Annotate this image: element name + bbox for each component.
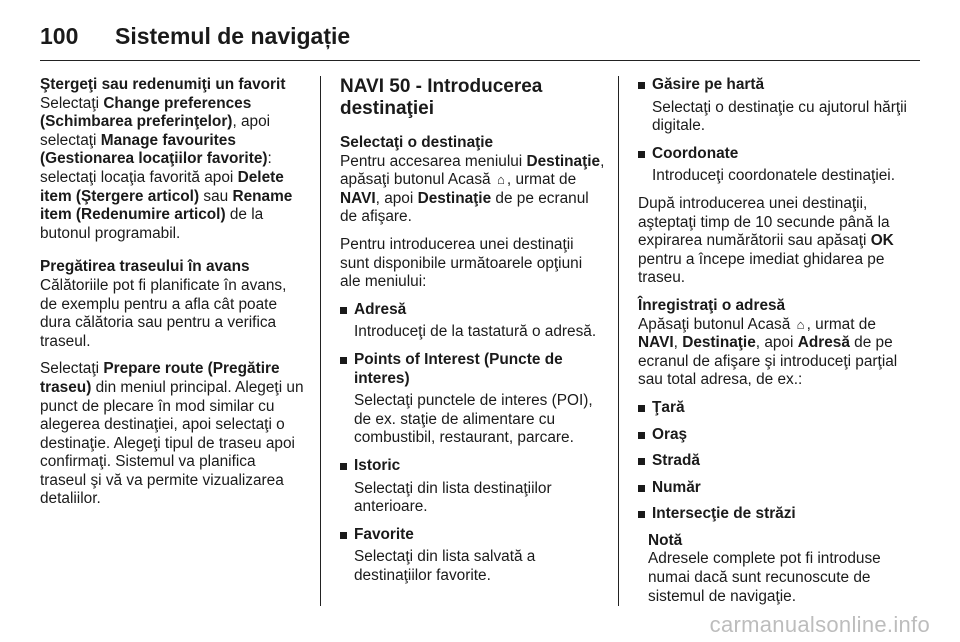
list-item: Ţară [638, 399, 908, 418]
note-text: Adresele complete pot fi introduse numai dacă sunt recunoscute de sistemul de navigaţie. [648, 550, 881, 605]
bullet-square-icon [638, 485, 645, 492]
paragraph-save-address: Apăsaţi butonul Acasă ⌂ , urmat de NAVI, Destinaţie, apoi Adresă de pe ecranul de afişare şi introduceţi parţial sau total adresa, de ex.: [638, 315, 898, 389]
page-number: 100 [40, 22, 79, 49]
list-item: Stradă [638, 452, 908, 471]
section-heading-prepare: Pregătirea traseului în avans [40, 258, 250, 276]
list-item: Găsire pe hartă [638, 76, 908, 95]
note-title: Notă [648, 531, 683, 549]
column-1 [40, 76, 304, 518]
page-title: Sistemul de navigație [115, 22, 351, 49]
header-divider [40, 60, 920, 61]
list-item-desc: Selectaţi punctele de interes (POI), de ex. staţie de alimentare cu combustibil, restaurant, parcare. [354, 392, 593, 447]
home-icon: ⌂ [496, 172, 505, 188]
column-divider-2 [618, 76, 619, 606]
paragraph-destination-menu: Pentru accesarea meniului Destinaţie, apăsaţi butonul Acasă ⌂ , urmat de NAVI, apoi Destinaţie de pe ecranul de afişare. [340, 152, 605, 226]
list-item-desc: Selectaţi din lista salvată a destinaţiilor favorite. [354, 548, 536, 584]
paragraph-rename: Selectaţi Change preferences (Schimbarea preferinţelor), apoi selectaţi Manage favourites (Gestionarea locaţiilor favorite): selectaţi locaţia favorită apoi Delete item (Ştergere articol) sau Rename item (Redenumire articol) de la butonul programabil. [40, 94, 293, 242]
paragraph-prepare-steps: Selectaţi Prepare route (Pregătire traseu) din meniul principal. Alegeţi un punct de plecare în mod similar cu alegerea destinaţiei, apoi selectaţi o destinaţie. Alegeţi tipul de traseu apoi confirmaţi. Sistemul va planifica traseul şi vă va permite vizualizarea detaliilor. [40, 360, 304, 508]
column-3 [638, 76, 908, 606]
bullet-square-icon [638, 151, 645, 158]
bullet-square-icon [638, 458, 645, 465]
list-item: Istoric [340, 457, 606, 476]
list-item: Adresă [340, 301, 606, 320]
bullet-square-icon [340, 532, 347, 539]
section-heading-rename: Ştergeţi sau redenumiţi un favorit [40, 76, 286, 93]
list-item: Points of Interest (Puncte de interes) [340, 351, 606, 388]
bullet-square-icon [638, 405, 645, 412]
list-item-desc: Introduceţi de la tastatură o adresă. [354, 323, 597, 341]
paragraph-options-intro: Pentru introducerea unei destinaţii sunt disponibile următoarele opţiuni ale meniului: [340, 235, 583, 291]
column-2 [340, 76, 606, 594]
column-divider-1 [320, 76, 321, 606]
watermark: carmanualsonline.info [709, 612, 930, 637]
list-item-desc: Selectaţi o destinaţie cu ajutorul hărţii digitale. [652, 98, 907, 135]
list-item: Coordonate [638, 145, 908, 164]
list-item: Număr [638, 479, 908, 498]
home-icon: ⌂ [796, 316, 805, 332]
bullet-square-icon [638, 82, 645, 89]
paragraph-prepare-intro: Călătoriile pot fi planificate în avans, de exemplu pentru a afla cât poate dura călătoria sau pentru a verifica traseul. [40, 276, 287, 350]
bullet-square-icon [638, 511, 645, 518]
subheading-save-address: Înregistraţi o adresă [638, 296, 786, 314]
bullet-square-icon [638, 432, 645, 439]
bullet-square-icon [340, 463, 347, 470]
section-heading-navi50: NAVI 50 - Introducerea destinaţiei [340, 76, 543, 119]
page-header [40, 16, 350, 56]
bullet-square-icon [340, 357, 347, 364]
paragraph-countdown: După introducerea unei destinaţii, aşteptaţi timp de 10 secunde până la expirarea numărătorii sau apăsaţi OK pentru a începe imediat ghidarea pe traseu. [638, 194, 894, 287]
list-item: Favorite [340, 526, 606, 545]
list-item-desc: Selectaţi din lista destinaţiilor anterioare. [354, 479, 552, 516]
subheading-select-destination: Selectaţi o destinaţie [340, 134, 494, 151]
list-item: Intersecţie de străzi [638, 505, 908, 524]
list-item-desc: Introduceţi coordonatele destinaţiei. [652, 167, 895, 185]
list-item: Oraş [638, 426, 908, 445]
bullet-square-icon [340, 307, 347, 314]
note-box [638, 532, 908, 606]
